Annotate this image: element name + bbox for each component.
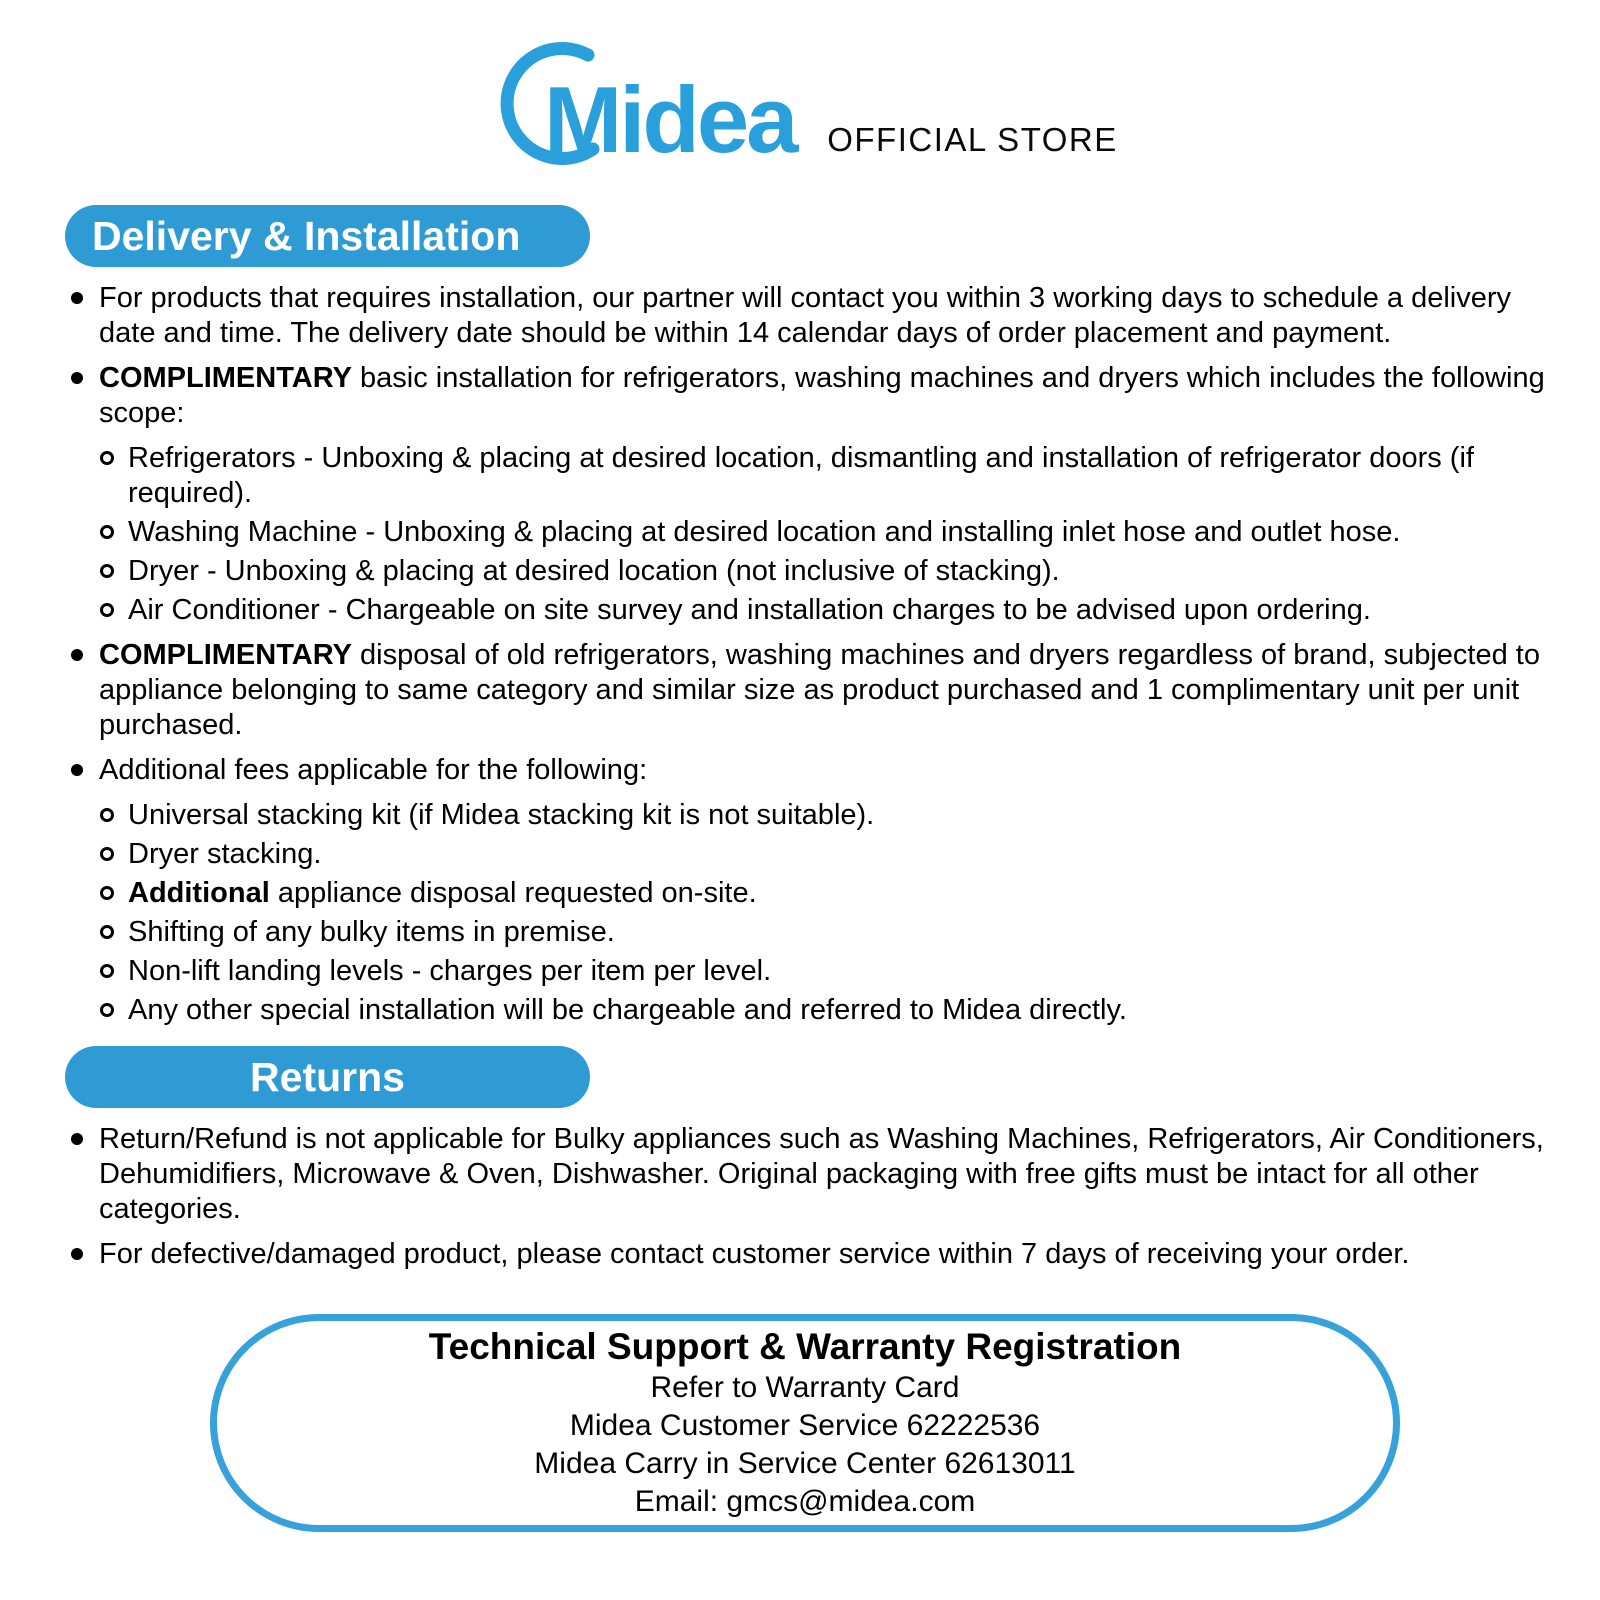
bullet-ring-icon <box>100 847 114 861</box>
bullet-ring-icon <box>100 525 114 539</box>
sublist-item <box>100 554 1545 589</box>
support-box-title: Technical Support & Warranty Registration <box>428 1326 1182 1367</box>
list-item-rest: basic installation for refrigerators, washing machines and dryers which includes the following scope: <box>99 362 1545 429</box>
sublist-item <box>100 876 1545 911</box>
list-item-text: For defective/damaged product, please contact customer service within 7 days of receiving your order. <box>99 1238 1410 1270</box>
installation-scope-sublist <box>100 441 1545 628</box>
bullet-dot-icon <box>71 292 83 304</box>
delivery-list <box>65 281 1545 1028</box>
list-item <box>65 753 1545 788</box>
sublist-item <box>100 515 1545 550</box>
sublist-item-text: Dryer - Unboxing & placing at desired location (not inclusive of stacking). <box>128 555 1060 587</box>
bullet-ring-icon <box>100 603 114 617</box>
list-item <box>65 281 1545 351</box>
section-header-returns <box>65 1046 590 1108</box>
bullet-ring-icon <box>100 964 114 978</box>
sublist-item-text: Shifting of any bulky items in premise. <box>128 916 615 948</box>
section-header-delivery <box>65 205 590 267</box>
support-line-email: Email: gmcs@midea.com <box>634 1485 976 1518</box>
sublist-item-text: Washing Machine - Unboxing & placing at desired location and installing inlet hose and outlet hose. <box>128 516 1401 548</box>
midea-logo <box>492 40 807 175</box>
midea-wordmark: Midea <box>544 67 796 172</box>
list-item-text: Additional fees applicable for the following: <box>99 754 648 786</box>
section-header-delivery-label: Delivery & Installation <box>92 213 521 259</box>
bullet-ring-icon <box>100 925 114 939</box>
additional-fees-sublist <box>100 798 1545 1028</box>
sublist-item-bold: Additional <box>128 877 270 909</box>
brand-header <box>65 0 1545 175</box>
list-item <box>65 638 1545 743</box>
bullet-ring-icon <box>100 886 114 900</box>
bullet-dot-icon <box>71 1248 83 1260</box>
list-item-text <box>99 361 1545 431</box>
section-header-returns-label: Returns <box>250 1054 405 1100</box>
returns-list <box>65 1122 1545 1272</box>
sublist-item-text: Dryer stacking. <box>128 838 322 870</box>
sublist-item-text <box>128 876 757 911</box>
support-line-customer-service-phone: Midea Customer Service 62222536 <box>569 1409 1041 1442</box>
sublist-item-text: Refrigerators - Unboxing & placing at desired location, dismantling and installation of refrigerator doors (if required). <box>128 442 1474 509</box>
bullet-dot-icon <box>71 372 83 384</box>
sublist-item <box>100 915 1545 950</box>
bullet-ring-icon <box>100 808 114 822</box>
sublist-item <box>100 798 1545 833</box>
sublist-item <box>100 993 1545 1028</box>
support-line-service-center-phone: Midea Carry in Service Center 62613011 <box>534 1447 1076 1480</box>
list-item-text: For products that requires installation, our partner will contact you within 3 working days to schedule a delivery date and time. The delivery date should be within 14 calendar days of order placement and payment. <box>99 282 1512 349</box>
list-item-bold: COMPLIMENTARY <box>99 362 352 394</box>
sublist-item-text: Non-lift landing levels - charges per item per level. <box>128 955 772 987</box>
list-item-bold: COMPLIMENTARY <box>99 639 352 671</box>
sublist-item <box>100 837 1545 872</box>
bullet-dot-icon <box>71 649 83 661</box>
list-item-text: Return/Refund is not applicable for Bulky appliances such as Washing Machines, Refrigerators, Air Conditioners, Dehumidifiers, Microwave & Oven, Dishwasher. Original packaging with free gifts must be intact for all other categories. <box>99 1123 1544 1225</box>
list-item-text <box>99 638 1545 743</box>
sublist-item <box>100 593 1545 628</box>
list-item <box>65 1237 1545 1272</box>
list-item-rest: disposal of old refrigerators, washing machines and dryers regardless of brand, subjected to appliance belonging to same category and similar size as product purchased and 1 complimentary unit per unit purchased. <box>99 639 1540 741</box>
sublist-item <box>100 954 1545 989</box>
list-item <box>65 361 1545 431</box>
bullet-ring-icon <box>100 1003 114 1017</box>
bullet-ring-icon <box>100 451 114 465</box>
sublist-item-text: Universal stacking kit (if Midea stacking kit is not suitable). <box>128 799 875 831</box>
support-box <box>210 1314 1400 1532</box>
bullet-dot-icon <box>71 764 83 776</box>
sublist-item <box>100 441 1545 511</box>
list-item <box>65 1122 1545 1227</box>
bullet-dot-icon <box>71 1133 83 1145</box>
sublist-item-rest: appliance disposal requested on-site. <box>269 877 757 909</box>
support-line-warranty-card: Refer to Warranty Card <box>650 1371 960 1404</box>
sublist-item-text: Any other special installation will be chargeable and referred to Midea directly. <box>128 994 1127 1026</box>
bullet-ring-icon <box>100 564 114 578</box>
store-label: OFFICIAL STORE <box>827 121 1118 158</box>
sublist-item-text: Air Conditioner - Chargeable on site survey and installation charges to be advised upon ordering. <box>128 594 1371 626</box>
